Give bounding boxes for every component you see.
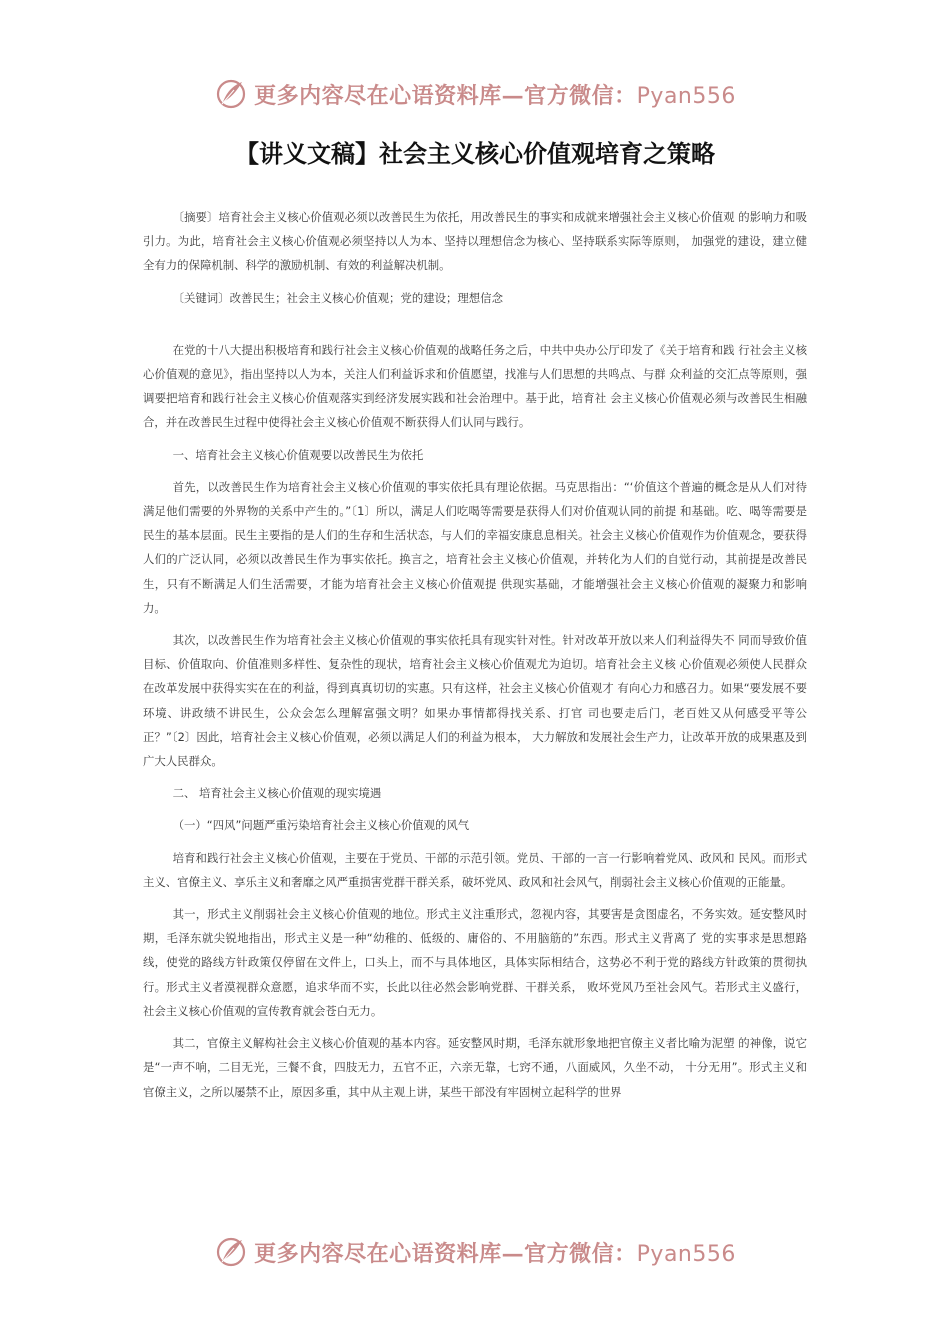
banner-separator: — <box>501 1240 525 1267</box>
keywords-paragraph: 〔关键词〕改善民生；社会主义核心价值观；党的建设；理想信念 <box>172 290 503 305</box>
abstract-paragraph: 〔摘要〕培育社会主义核心价值观必须以改善民生为依托，用改善民生的事实和成就来增强社会主义核心价值观 的影响力和吸引力。为此，培育社会主义核心价值观必须坚持以人为本、坚持以理想信念为核心、坚持联系实际等原则， 加强党的建设，建立健全有力的保障机制、科学的激励机制、有效的利益解决机制。 <box>143 210 807 273</box>
banner-text <box>254 79 736 110</box>
body-paragraph: 首先，以改善民生作为培育社会主义核心价值观的事实依托具有理论依据。马克思指出：“‘价值这个普遍的概念是从人们对待满足他们需要的外界物的关系中产生的。”〔1〕所以，满足人们吃喝等需要是获得人们对价值观认同的前提 和基础。吃、喝等需要是民生的基本层面。民生主要指的是人们的生存和生活状态，与人们的幸福安康息息相关。社会主义核心价值观作为价值观念，要获得人们的广泛认同，必须以改善民生作为事实依托。换言之，培育社会主义核心价值观，并转化为人们的自觉行动，其前提是改善民生，只有不断满足人们生活需要，才能为培育社会主义核心价值观提 供现实基础，才能增强社会主义核心价值观的凝聚力和影响力。 <box>143 479 807 615</box>
header-banner <box>0 74 950 114</box>
banner-separator: — <box>501 82 525 109</box>
section-heading-2: 二、 培育社会主义核心价值观的现实境遇 <box>172 786 382 801</box>
body-paragraph: 其二，官僚主义解构社会主义核心价值观的基本内容。延安整风时期，毛泽东就形象地把官僚主义者比喻为泥塑 的神像，说它是“一声不响，二目无光，三餐不食，四肢无力，五官不正，六亲无靠，七窍不通，八面威风，久坐不动， 十分无用”。形式主义和官僚主义，之所以屡禁不止，原因多重，其中从主观上讲，某些干部没有牢固树立起科学的世界 <box>143 1036 807 1099</box>
banner-main-text: 更多内容尽在心语资料库 <box>254 1240 502 1267</box>
banner-text <box>254 1237 736 1268</box>
document-body <box>143 205 807 1112</box>
body-paragraph: 培育和践行社会主义核心价值观，主要在于党员、干部的示范引领。党员、干部的一言一行影响着党风、政风和 民风。而形式主义、官僚主义、享乐主义和奢靡之风严重损害党群干群关系，破坏党风、政风和社会风气，削弱社会主义核心价值观的正能量。 <box>143 850 807 889</box>
banner-wechat-label: 官方微信： <box>524 1240 637 1267</box>
feather-leaf-logo-icon <box>214 77 248 111</box>
body-paragraph: 其次，以改善民生作为培育社会主义核心价值观的事实依托具有现实针对性。针对改革开放以来人们利益得失不 同而导致价值目标、价值取向、价值准则多样性、复杂性的现状，培育社会主义核心价值观尤为迫切。培育社会主义核 心价值观必须使人民群众在改革发展中获得实实在在的利益，得到真真切切的实惠。只有这样，社会主义核心价值观才 有向心力和感召力。如果“要发展不要环境、讲政绩不讲民生，公众会怎么理解富强文明？如果办事情都得找关系、打官 司也要走后门，老百姓又从何感受平等公正？”〔2〕因此，培育社会主义核心价值观，必须以满足人们的利益为根本， 大力解放和发展社会生产力，让改革开放的成果惠及到广大人民群众。 <box>143 633 807 769</box>
body-paragraph: 其一，形式主义削弱社会主义核心价值观的地位。形式主义注重形式，忽视内容，其要害是贪图虚名，不务实效。延安整风时期，毛泽东就尖锐地指出，形式主义是一种“幼稚的、低级的、庸俗的、不用脑筋的”东西。形式主义背离了 党的实事求是思想路线，使党的路线方针政策仅停留在文件上，口头上，而不与具体地区，具体实际相结合，这势必不利于党的路线方针政策的贯彻执行。形式主义者漠视群众意愿，追求华而不实，长此以往必然会影响党群、干群关系， 败坏党风乃至社会风气。若形式主义盛行，社会主义核心价值观的宣传教育就会苍白无力。 <box>143 907 807 1018</box>
banner-wechat-id: Pyan556 <box>636 83 736 109</box>
document-title: 【讲义文稿】社会主义核心价值观培育之策略 <box>235 140 715 168</box>
footer-banner <box>0 1232 950 1272</box>
section-heading-1: 一、培育社会主义核心价值观要以改善民生为依托 <box>172 447 424 462</box>
intro-paragraph: 在党的十八大提出积极培育和践行社会主义核心价值观的战略任务之后，中共中央办公厅印发了《关于培育和践 行社会主义核心价值观的意见》，指出坚持以人为本，关注人们利益诉求和价值愿望，找准与人们思想的共鸣点、与群 众利益的交汇点等原则，强调要把培育和践行社会主义核心价值观落实到经济发展实践和社会治理中。基于此，培育社 会主义核心价值观必须与改善民生相融合，并在改善民生过程中使得社会主义核心价值观不断获得人们认同与践行。 <box>143 342 807 430</box>
banner-main-text: 更多内容尽在心语资料库 <box>254 82 502 109</box>
feather-leaf-logo-icon <box>214 1235 248 1269</box>
banner-wechat-label: 官方微信： <box>524 82 637 109</box>
subsection-heading-1: （一）“四风”问题严重污染培育社会主义核心价值观的风气 <box>172 818 470 833</box>
banner-wechat-id: Pyan556 <box>636 1241 736 1267</box>
